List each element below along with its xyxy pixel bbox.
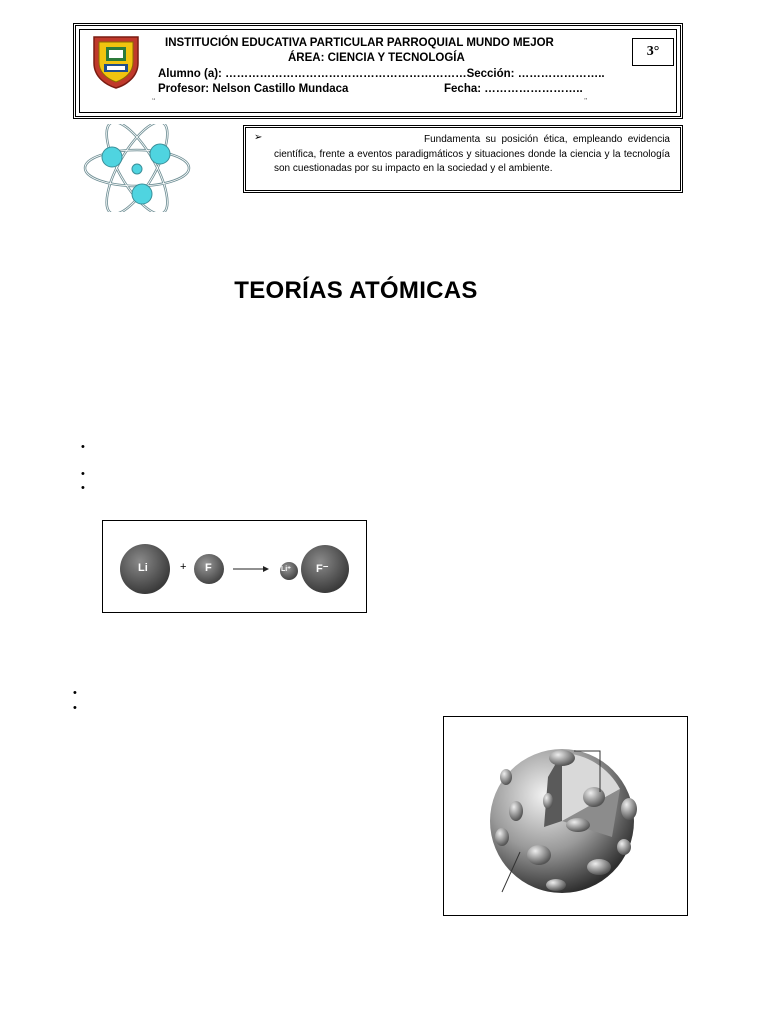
- student-section-line: Alumno (a): ………………………………………………………Sección: …………………..: [158, 68, 605, 80]
- teacher-name: Profesor: Nelson Castillo Mundaca: [158, 83, 349, 95]
- quote-open: ‘‘: [152, 97, 156, 106]
- institution-name: INSTITUCIÓN EDUCATIVA PARTICULAR PARROQUIAL MUNDO MEJOR: [165, 37, 554, 49]
- grade-badge: 3°: [632, 38, 674, 66]
- fluoride-ion-label: F⁻: [316, 563, 329, 575]
- area-name: ÁREA: CIENCIA Y TECNOLOGÍA: [288, 52, 465, 64]
- bullet-point: •: [73, 687, 77, 699]
- bullet-point: •: [81, 468, 85, 480]
- thomson-atom-model-figure: [443, 716, 688, 916]
- fluorine-label: F: [205, 562, 212, 574]
- competency-box: [243, 125, 683, 193]
- lithium-ion-label: Li⁺: [281, 566, 291, 573]
- lithium-label: Li: [138, 562, 148, 574]
- ionic-reaction-figure: [102, 520, 367, 613]
- header-box: [73, 23, 683, 119]
- page-title: TEORÍAS ATÓMICAS: [234, 277, 478, 304]
- bullet-point: •: [81, 441, 85, 453]
- bullet-point: •: [81, 482, 85, 494]
- date-line: Fecha: ……………………..: [444, 83, 583, 95]
- competency-text: Fundamenta su posición ética, empleando evidencia científica, frente a eventos paradigmáticos y situaciones donde la ciencia y la tecnología son cuestionadas por su impacto en la sociedad y el ambiente.: [274, 134, 670, 174]
- arrow-bullet-icon: ➢: [254, 132, 263, 143]
- plus-sign: +: [180, 561, 187, 573]
- bullet-point: •: [73, 702, 77, 714]
- quote-close: ’’: [584, 97, 588, 106]
- atom-icon: [80, 124, 195, 212]
